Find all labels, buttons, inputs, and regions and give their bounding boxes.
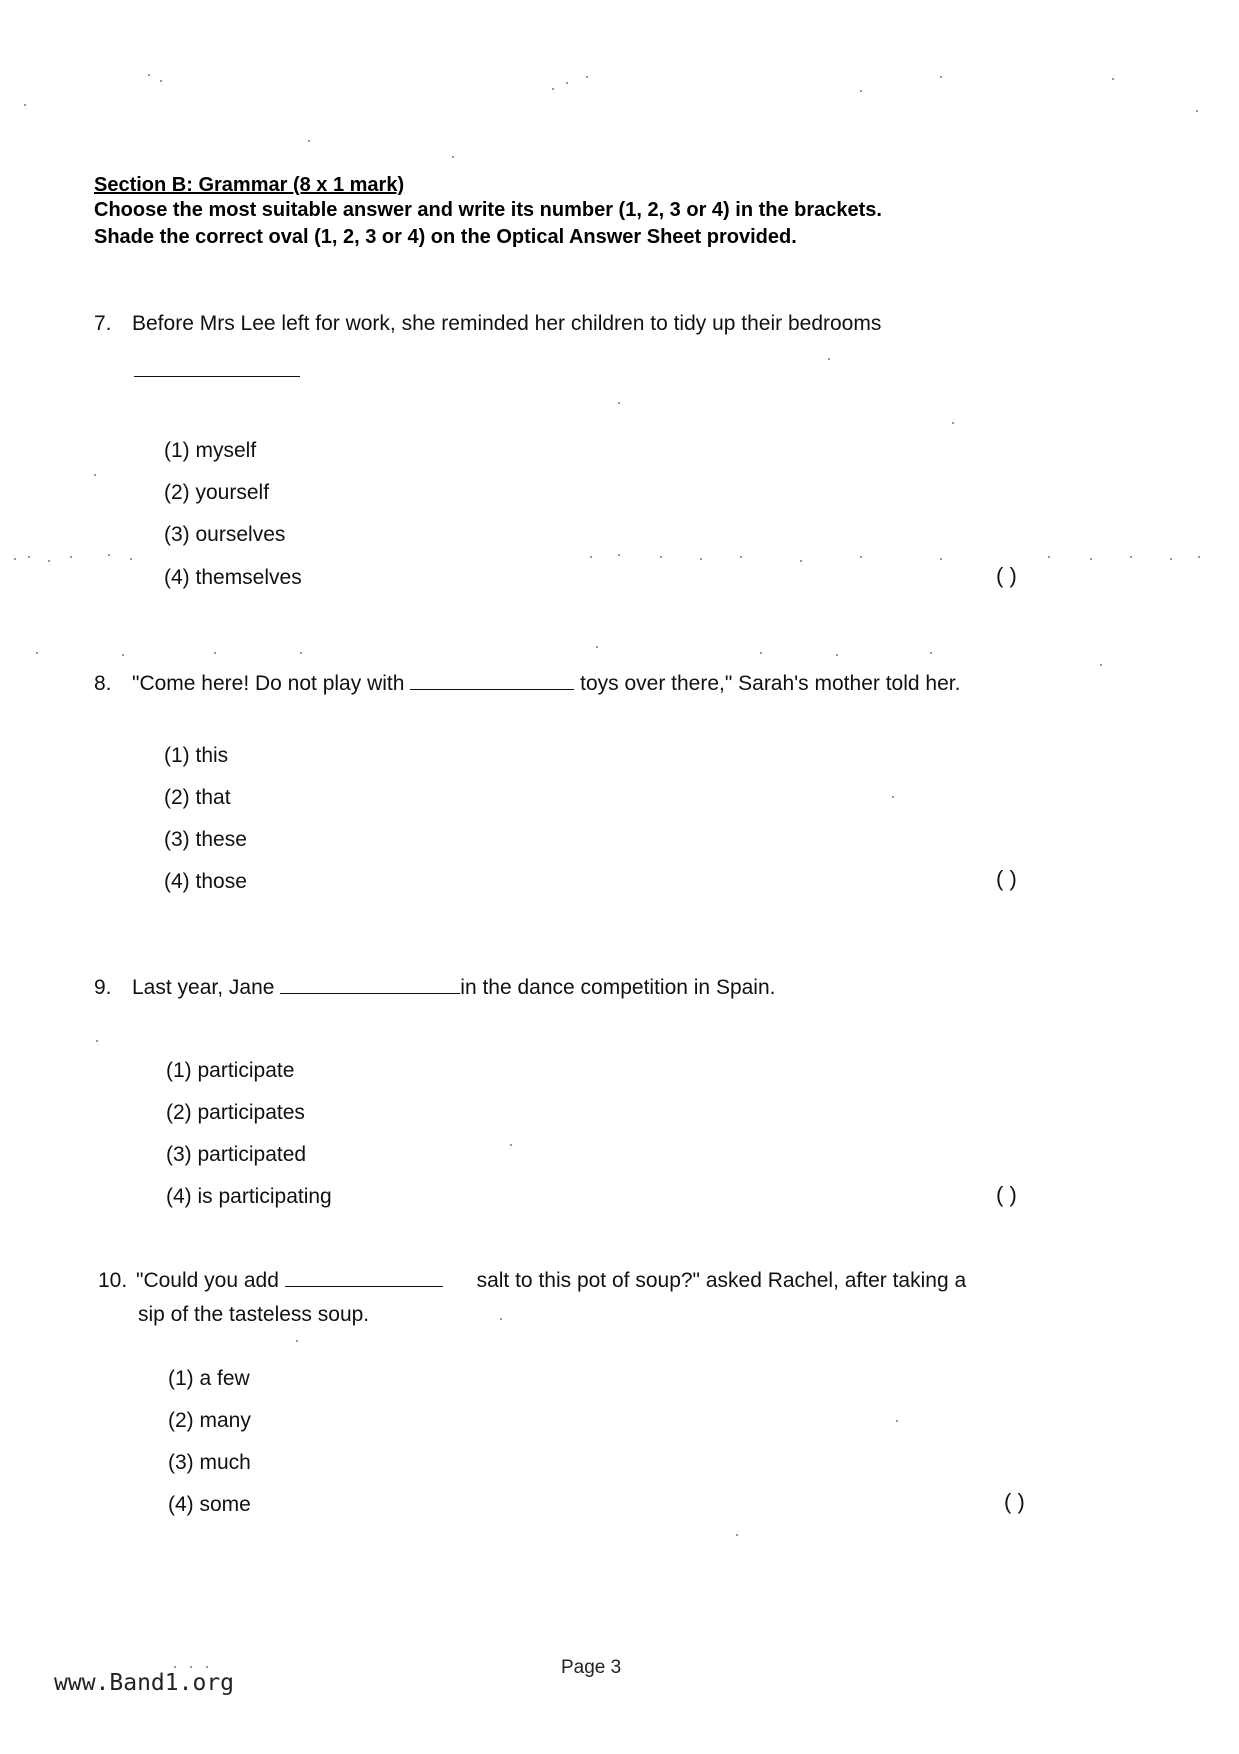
answer-bracket: ( )	[996, 866, 1017, 891]
answer-bracket: ( )	[996, 1182, 1017, 1207]
question-number: 9.	[94, 976, 112, 999]
option: (4) is participating	[166, 1185, 332, 1208]
question-number: 7.	[94, 312, 112, 335]
section-instruction-2: Shade the correct oval (1, 2, 3 or 4) on the Optical Answer Sheet provided.	[94, 226, 797, 248]
option: (2) participates	[166, 1101, 305, 1124]
question-text-after: in the dance competition in Spain.	[460, 976, 776, 999]
option: (1) myself	[164, 439, 257, 462]
answer-bracket: ( )	[996, 563, 1017, 588]
answer-blank	[285, 1268, 443, 1287]
option: (2) that	[164, 786, 231, 809]
answer-bracket: ( )	[1004, 1489, 1025, 1514]
question-10	[98, 1268, 966, 1293]
question-text-before: "Could you add	[136, 1269, 279, 1292]
question-7	[94, 312, 881, 336]
answer-blank	[280, 975, 460, 994]
question-number: 8.	[94, 672, 112, 695]
section-instruction-1: Choose the most suitable answer and write its number (1, 2, 3 or 4) in the brackets.	[94, 199, 882, 221]
option: (3) participated	[166, 1143, 307, 1166]
option: (3) ourselves	[164, 523, 286, 546]
option: (3) much	[168, 1451, 251, 1474]
question-text-before: Last year, Jane	[132, 976, 275, 999]
option: (2) many	[168, 1409, 251, 1432]
question-text-after: toys over there," Sarah's mother told her.	[580, 672, 961, 695]
question-text-after: salt to this pot of soup?" asked Rachel, after taking a	[476, 1269, 967, 1292]
option: (2) yourself	[164, 481, 270, 504]
question-8	[94, 671, 960, 696]
section-title: Section B: Grammar (8 x 1 mark)	[94, 174, 405, 196]
question-9	[94, 975, 776, 1000]
question-number: 10.	[98, 1269, 128, 1292]
website-watermark: www.Band1.org	[54, 1670, 235, 1696]
option: (1) this	[164, 744, 229, 767]
option: (1) participate	[166, 1059, 295, 1082]
question-text-before: "Come here! Do not play with	[132, 672, 405, 695]
question-text: Before Mrs Lee left for work, she reminded her children to tidy up their bedrooms	[132, 312, 882, 335]
option: (4) some	[168, 1493, 251, 1516]
question-text-line2: sip of the tasteless soup.	[138, 1303, 370, 1326]
option: (4) themselves	[164, 566, 302, 589]
page-number: Page 3	[561, 1657, 622, 1678]
answer-blank	[134, 358, 300, 377]
answer-blank	[410, 671, 574, 690]
option: (3) these	[164, 828, 247, 851]
option: (1) a few	[168, 1367, 250, 1390]
option: (4) those	[164, 870, 247, 893]
